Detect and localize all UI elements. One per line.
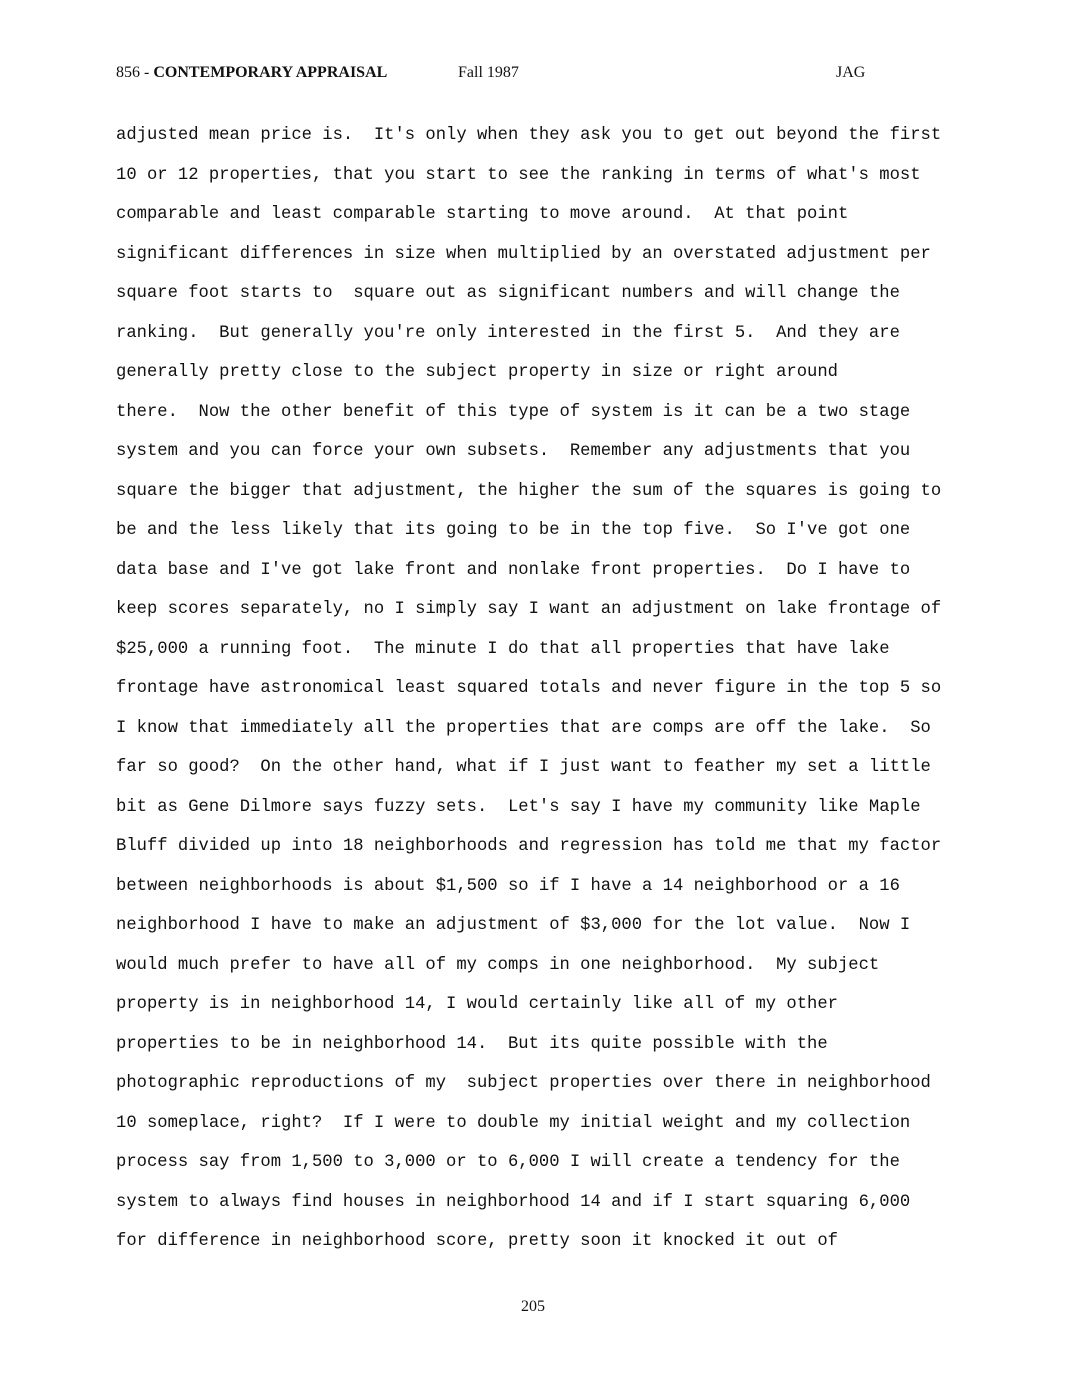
author-initials: JAG [836, 64, 866, 81]
text-line: ranking. But generally you're only interested in the first 5. And they are [116, 323, 900, 343]
text-line: process say from 1,500 to 3,000 or to 6,000 I will create a tendency for the [116, 1153, 900, 1172]
text-line: for difference in neighborhood score, pretty soon it knocked it out of [116, 1232, 838, 1251]
text-line: would much prefer to have all of my comps in one neighborhood. My subject [116, 955, 880, 975]
text-line: system to always find houses in neighborhood 14 and if I start squaring 6,000 [116, 1192, 911, 1212]
text-line: there. Now the other benefit of this type of system is it can be a two stage [116, 402, 911, 422]
course-number: 856 - [116, 64, 154, 81]
text-line: generally pretty close to the subject property in size or right around [116, 363, 838, 382]
page-number: 205 [521, 1298, 545, 1315]
text-line: significant differences in size when multiplied by an overstated adjustment per [116, 244, 931, 264]
course-heading [116, 63, 387, 83]
text-line: square foot starts to square out as significant numbers and will change the [116, 284, 900, 303]
text-line: between neighborhoods is about $1,500 so if I have a 14 neighborhood or a 16 [116, 876, 900, 896]
text-line: far so good? On the other hand, what if I just want to feather my set a little [116, 758, 931, 777]
text-line: I know that immediately all the properties that are comps are off the lake. So [116, 718, 931, 738]
text-line: neighborhood I have to make an adjustment of $3,000 for the lot value. Now I [116, 916, 911, 935]
text-line: property is in neighborhood 14, I would certainly like all of my other [116, 995, 838, 1014]
text-line: $25,000 a running foot. The minute I do that all properties that have lake [116, 639, 890, 659]
text-line: 10 or 12 properties, that you start to see the ranking in terms of what's most [116, 165, 921, 185]
text-line: bit as Gene Dilmore says fuzzy sets. Let's say I have my community like Maple [116, 797, 921, 817]
text-line: photographic reproductions of my subject properties over there in neighborhood [116, 1074, 931, 1093]
page-header [0, 63, 1066, 85]
text-line: keep scores separately, no I simply say I want an adjustment on lake frontage of [116, 600, 942, 619]
text-line: adjusted mean price is. It's only when they ask you to get out beyond the first [116, 126, 942, 145]
text-line: 10 someplace, right? If I were to double my initial weight and my collection [116, 1113, 911, 1133]
text-line: be and the less likely that its going to be in the top five. So I've got one [116, 521, 911, 540]
transcript-body [116, 116, 1016, 1262]
text-line: frontage have astronomical least squared totals and never figure in the top 5 so [116, 679, 942, 698]
term-label: Fall 1987 [458, 64, 519, 81]
course-title: CONTEMPORARY APPRAISAL [153, 64, 388, 81]
text-line: properties to be in neighborhood 14. But its quite possible with the [116, 1034, 828, 1054]
text-line: data base and I've got lake front and nonlake front properties. Do I have to [116, 560, 911, 580]
text-line: Bluff divided up into 18 neighborhoods and regression has told me that my factor [116, 837, 942, 856]
text-line: square the bigger that adjustment, the higher the sum of the squares is going to [116, 481, 942, 501]
text-line: system and you can force your own subsets. Remember any adjustments that you [116, 442, 911, 461]
text-line: comparable and least comparable starting to move around. At that point [116, 205, 849, 224]
